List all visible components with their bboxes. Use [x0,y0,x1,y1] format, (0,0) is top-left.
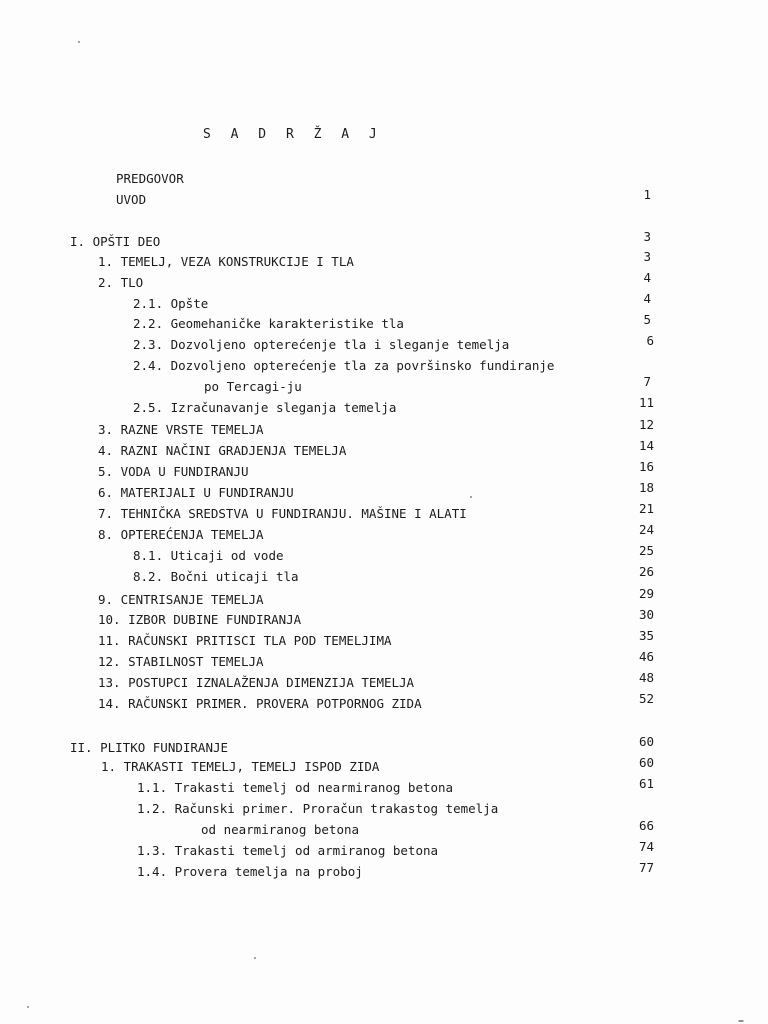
toc-page-number: 18 [638,480,654,495]
toc-entry: 2.4. Dozvoljeno opterećenje tla za površinsko fundiranje [133,358,555,373]
toc-page-number: 21 [638,501,654,516]
toc-page-number: 61 [638,776,654,791]
toc-entry: 2.1. Opšte [133,296,209,311]
toc-section-heading: I. OPŠTI DEO [70,234,161,249]
toc-page-number: 16 [638,459,654,474]
scan-speck [738,1020,744,1022]
toc-page-number: 35 [638,628,654,643]
page-title: S A D R Ž A J [203,127,383,142]
toc-entry: 10. IZBOR DUBINE FUNDIRANJA [98,612,302,627]
toc-page-number: 77 [638,860,654,875]
toc-entry: 1.3. Trakasti temelj od armiranog betona [137,843,439,858]
toc-page-number: 24 [638,522,654,537]
toc-entry: 3. RAZNE VRSTE TEMELJA [98,422,264,437]
toc-page-number: 4 [643,270,651,285]
toc-section-heading: II. PLITKO FUNDIRANJE [70,740,229,755]
toc-page-number: 1 [643,187,651,202]
toc-entry: 6. MATERIJALI U FUNDIRANJU [98,485,294,500]
toc-page-number: 11 [638,395,654,410]
scan-speck [78,41,80,43]
toc-entry: 13. POSTUPCI IZNALAŽENJA DIMENZIJA TEMELJA [98,675,415,690]
toc-page-number: 7 [643,374,651,389]
toc-entry: 1. TRAKASTI TEMELJ, TEMELJ ISPOD ZIDA [101,759,380,774]
toc-page-number: 29 [638,586,654,601]
toc-entry: 4. RAZNI NAČINI GRADJENJA TEMELJA [98,443,347,458]
scan-speck [254,957,256,959]
toc-page-number: 46 [638,649,654,664]
toc-page-number: 3 [643,249,651,264]
toc-page-number: 26 [638,564,654,579]
toc-entry: 2.2. Geomehaničke karakteristike tla [133,316,404,331]
toc-page-number: 6 [646,333,654,348]
toc-page-number: 25 [638,543,654,558]
toc-entry: 1.2. Računski primer. Proračun trakastog temelja [137,801,499,816]
toc-page-number: 66 [638,818,654,833]
toc-entry: 2.5. Izračunavanje sleganja temelja [133,400,397,415]
toc-front-uvod: UVOD [116,192,147,207]
toc-page-number: 30 [638,607,654,622]
toc-page-number: 12 [638,417,654,432]
toc-entry: 1. TEMELJ, VEZA KONSTRUKCIJE I TLA [98,254,354,269]
toc-entry: 7. TEHNIČKA SREDSTVA U FUNDIRANJU. MAŠINE I ALATI [98,506,467,521]
toc-entry: 2. TLO [98,275,144,290]
toc-entry: 8.2. Bočni uticaji tla [133,569,299,584]
toc-page-number: 74 [638,839,654,854]
toc-entry: 11. RAČUNSKI PRITISCI TLA POD TEMELJIMA [98,633,392,648]
toc-entry-continuation: od nearmiranog betona [201,822,360,837]
toc-entry: 14. RAČUNSKI PRIMER. PROVERA POTPORNOG ZIDA [98,696,422,711]
toc-page-number: 5 [643,312,651,327]
toc-page-number: 3 [643,229,651,244]
toc-entry: 12. STABILNOST TEMELJA [98,654,264,669]
toc-entry: 8.1. Uticaji od vode [133,548,284,563]
toc-entry: 9. CENTRISANJE TEMELJA [98,592,264,607]
scan-speck [470,496,472,498]
toc-entry: 1.1. Trakasti temelj od nearmiranog betona [137,780,454,795]
toc-page-number: 60 [638,755,654,770]
toc-page-number: 14 [638,438,654,453]
toc-entry: 8. OPTEREĆENJA TEMELJA [98,527,264,542]
toc-page-number: 48 [638,670,654,685]
toc-page-number: 60 [638,734,654,749]
toc-entry: 2.3. Dozvoljeno opterećenje tla i sleganje temelja [133,337,510,352]
scan-speck [27,1006,29,1008]
toc-entry-continuation: po Tercagi-ju [204,379,302,394]
toc-entry: 1.4. Provera temelja na proboj [137,864,363,879]
toc-entry: 5. VODA U FUNDIRANJU [98,464,249,479]
toc-page-number: 4 [643,291,651,306]
toc-page-number: 52 [638,691,654,706]
toc-front-predgovor: PREDGOVOR [116,171,184,186]
